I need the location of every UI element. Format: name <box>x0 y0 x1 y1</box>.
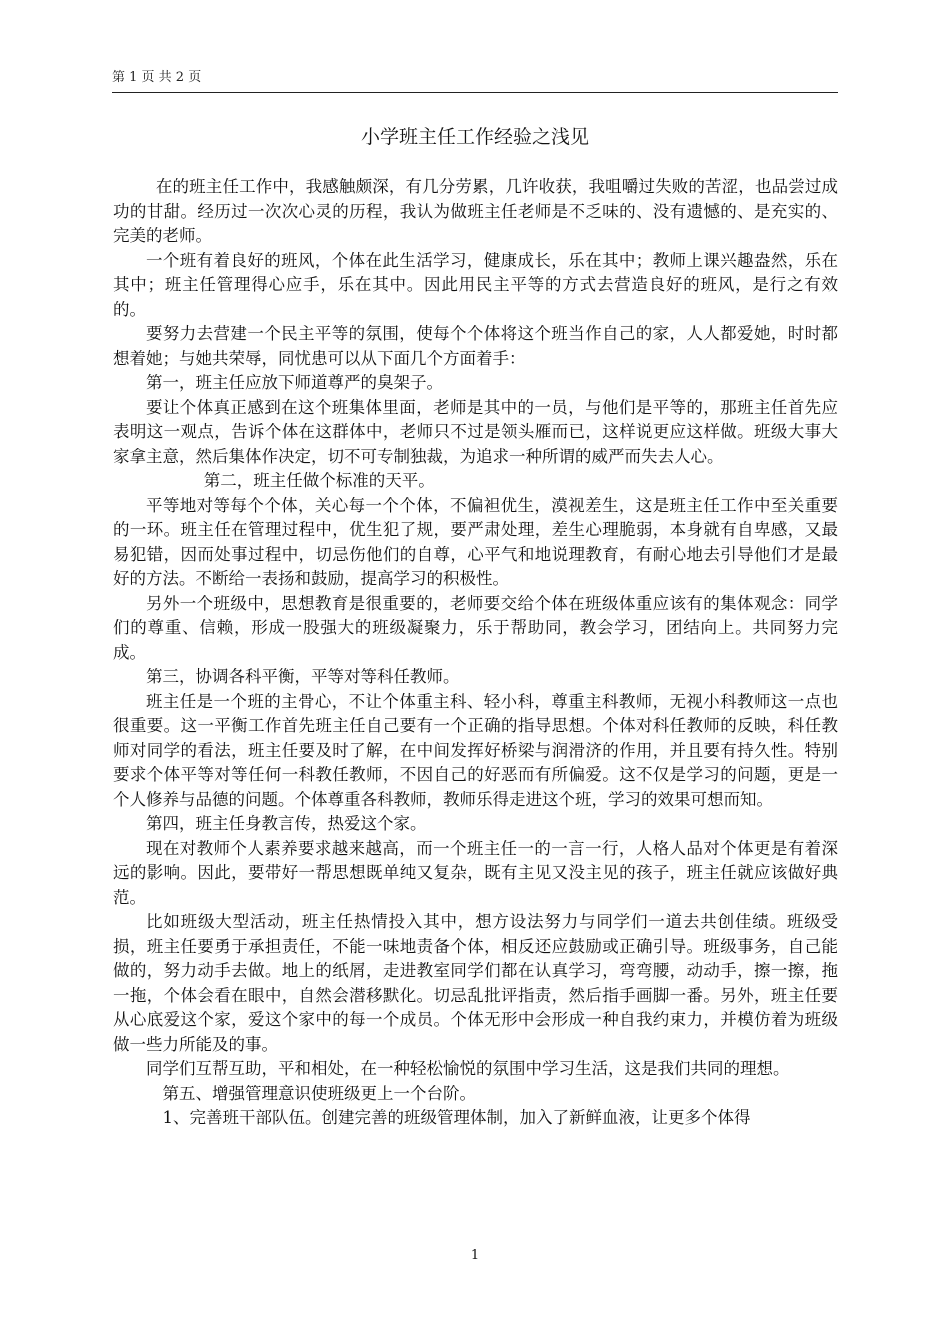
paragraph: 一个班有着良好的班风，个体在此生活学习，健康成长，乐在其中；教师上课兴趣盎然，乐在其中；班主任管理得心应手，乐在其中。因此用民主平等的方式去营造良好的班风，是行之有效的。 <box>113 250 838 319</box>
paragraph: 要努力去营建一个民主平等的氛围，使每个个体将这个班当作自己的家，人人都爱她，时时都想着她；与她共荣辱，同忧患可以从下面几个方面着手： <box>113 324 838 368</box>
paragraph: 要让个体真正感到在这个班集体里面，老师是其中的一员，与他们是平等的，那班主任首先应表明这一观点，告诉个体在这群体中，老师只不过是领头雁而已，这样说更应这样做。班级大事大家拿主意，然后集体作决定，切不可专制独裁，为追求一种所谓的威严而失去人心。 <box>113 397 838 466</box>
section-heading: 第三，协调各科平衡，平等对等科任教师。 <box>146 667 460 686</box>
section-heading: 第一，班主任应放下师道尊严的臭架子。 <box>146 373 443 392</box>
paragraph: 平等地对等每个个体，关心每一个个体，不偏袒优生，漠视差生，这是班主任工作中至关重要的一环。班主任在管理过程中，优生犯了规，要严肃处理，差生心理脆弱，本身就有自卑感，又最易犯错，因而处事过程中，切忌伤他们的自尊，心平气和地说理教育，有耐心地去引导他们才是最好的方法。不断给一表扬和鼓励，提高学习的积极性。 <box>113 495 838 588</box>
paragraph: 比如班级大型活动，班主任热情投入其中，想方设法努力与同学们一道去共创佳绩。班级受损，班主任要勇于承担责任，不能一味地责备个体，相反还应鼓励或正确引导。班级事务，自己能做的，努力动手去做。地上的纸屑，走进教室同学们都在认真学习，弯弯腰，动动手，擦一擦，拖一拖，个体会看在眼中，自然会潜移默化。切忌乱批评指责，然后指手画脚一番。另外，班主任要从心底爱这个家，爱这个家中的每一个成员。个体无形中会形成一种自我约束力，并模仿着为班级做一些力所能及的事。 <box>113 912 838 1054</box>
paragraph: 另外一个班级中，思想教育是很重要的，老师要交给个体在班级体重应该有的集体观念：同学们的尊重、信赖，形成一股强大的班级凝聚力，乐于帮助同，教会学习，团结向上。共同努力完成。 <box>113 593 838 662</box>
document-title: 小学班主任工作经验之浅见 <box>360 126 589 148</box>
section-heading: 第四，班主任身教言传，热爱这个家。 <box>146 814 427 833</box>
document-body <box>113 175 838 1131</box>
header-divider <box>112 92 838 93</box>
paragraph: 同学们互帮互助，平和相处，在一种轻松愉悦的氛围中学习生活，这是我们共同的理想。 <box>146 1059 790 1078</box>
paragraph: 在的班主任工作中，我感触颇深，有几分劳累，几许收获，我咀嚼过失败的苦涩，也品尝过成功的甘甜。经历过一次次心灵的历程，我认为做班主任老师是不乏味的、没有遗憾的、是充实的、完美的老师。 <box>113 177 838 245</box>
paragraph: 1、完善班干部队伍。创建完善的班级管理体制，加入了新鲜血液，让更多个体得 <box>162 1108 751 1127</box>
page-header: 第 1 页 共 2 页 <box>112 70 202 85</box>
paragraph: 班主任是一个班的主骨心，不让个体重主科、轻小科，尊重主科教师，无视小科教师这一点也很重要。这一平衡工作首先班主任自己要有一个正确的指导思想。个体对科任教师的反映，科任教师对同学的看法，班主任要及时了解，在中间发挥好桥梁与润滑济的作用，并且要有持久性。特别要求个体平等对等任何一科教任教师，不因自己的好恶而有所偏爱。这不仅是学习的问题，更是一个人修养与品德的问题。个体尊重各科教师，教师乐得走进这个班，学习的效果可想而知。 <box>113 691 838 809</box>
page-number: 1 <box>470 1248 480 1263</box>
section-heading: 第二，班主任做个标准的天平。 <box>203 471 435 490</box>
section-heading: 第五、增强管理意识使班级更上一个台阶。 <box>162 1083 476 1103</box>
paragraph: 现在对教师个人素养要求越来越高，而一个班主任一的一言一行，人格人品对个体更是有着深远的影响。因此，要带好一帮思想既单纯又复杂，既有主见又没主见的孩子，班主任就应该做好典范。 <box>113 838 838 907</box>
